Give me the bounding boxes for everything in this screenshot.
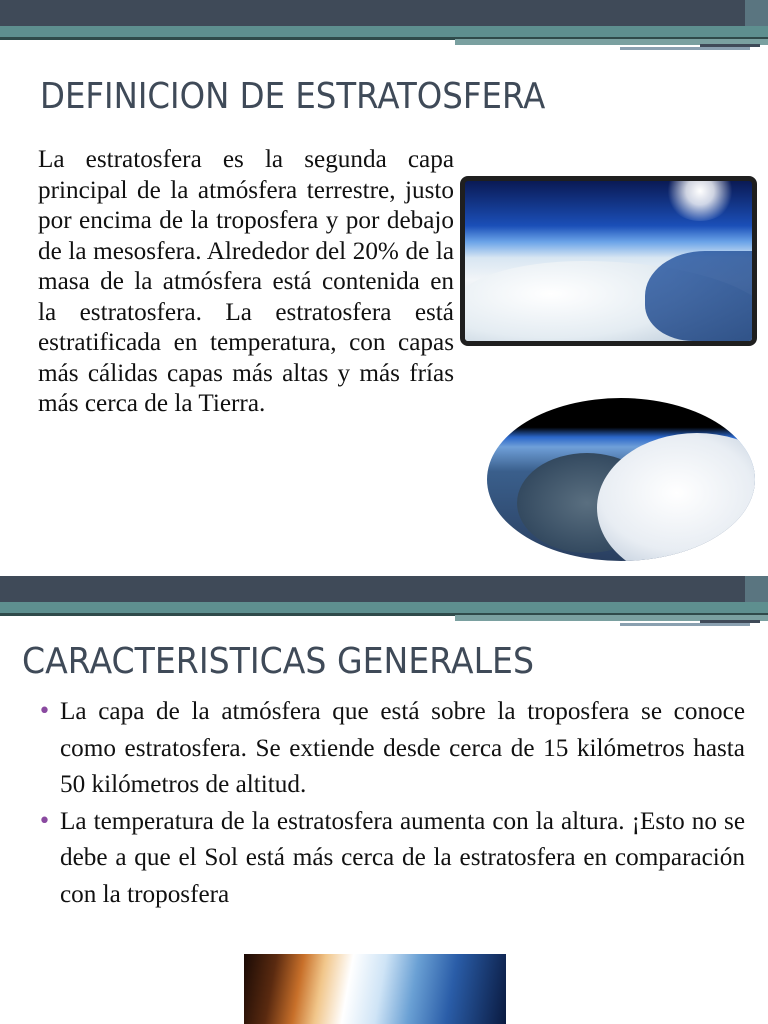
earth-horizon-photo (460, 176, 757, 346)
slide-header-bar (0, 576, 768, 628)
bullet-list (38, 694, 745, 913)
bullet-text: La capa de la atmósfera que está sobre la troposfera se conoce como estratosfera. Se extiende desde cerca de 15 kilómetros hasta 50 kilómetros de altitud. (60, 698, 745, 798)
definition-paragraph: La estratosfera es la segunda capa principal de la atmósfera terrestre, justo por encima de la troposfera y por debajo de la mesosfera. Alrededor del 20% de la masa de la atmósfera está contenida en la estratosfera. La estratosfera está estratificada en temperatura, con capas más cálidas capas más altas y más frías más cerca de la Tierra. (38, 146, 454, 417)
slide-title: DEFINICION DE ESTRATOSFERA (40, 76, 546, 117)
slide-title: CARACTERISTICAS GENERALES (22, 641, 534, 682)
atmosphere-layer-photo (244, 954, 506, 1024)
slide-header-bar (0, 0, 768, 52)
earth-from-space-oval-photo (487, 398, 755, 561)
bullet-icon: • (38, 699, 51, 724)
slide-caracteristicas-generales (0, 576, 768, 1024)
list-item (38, 804, 745, 914)
list-item (38, 694, 745, 804)
bullet-text: La temperatura de la estratosfera aumenta con la altura. ¡Esto no se debe a que el Sol está más cerca de la estratosfera en comparación con la troposfera (60, 807, 745, 908)
bullet-icon: • (38, 808, 51, 834)
